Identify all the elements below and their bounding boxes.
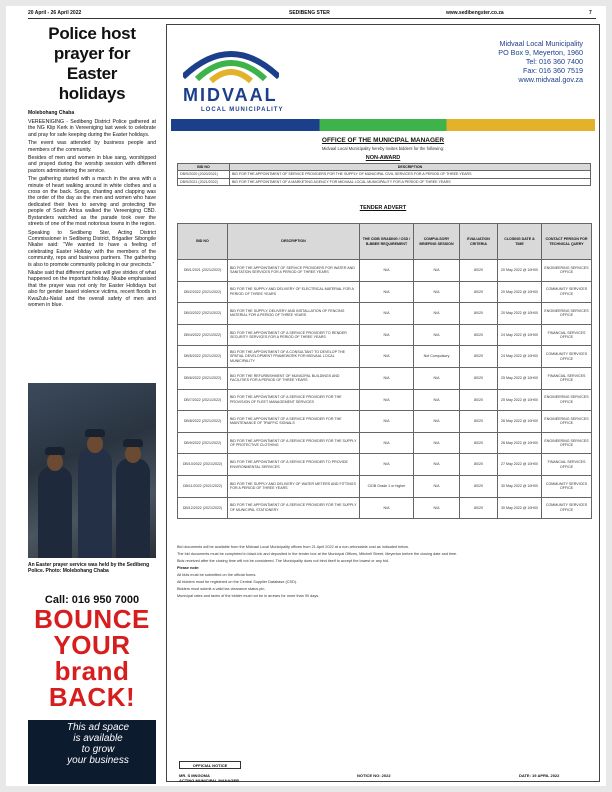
header-site: www.sedibengster.co.za (446, 10, 504, 16)
column-header: CONTACT PERSON FOR TECHNICAL QUERY (542, 224, 592, 260)
table-cell: N/A (414, 389, 460, 411)
column-header: BID NO (178, 224, 228, 260)
table-cell: DB/S/2021 (2021/2022) (178, 178, 230, 185)
table-header-row (178, 224, 592, 260)
table-cell: Not Compulsory (414, 346, 460, 368)
table-row (178, 475, 592, 497)
photo-cap (85, 429, 105, 437)
table-cell: 26 May 2022 @ 10H00 (498, 411, 542, 433)
article-body (28, 119, 156, 308)
table-cell: BID FOR THE SUPPLY, DELIVERY AND INSTALLATION OF FENCING MATERIAL FOR A PERIOD OF THREE YEARS (228, 303, 360, 325)
table-row (178, 367, 592, 389)
notice-footer-text (177, 545, 591, 601)
table-cell: BID FOR THE APPOINTMENT OF A MARKETING AGENCY FOR MIDVAAL LOCAL MUNICIPALITY FOR A PERIOD OF THREE YEARS (230, 178, 591, 185)
table-cell: ENGINEERING SERVICES OFFICE (542, 303, 592, 325)
notice-paragraph: Bids received after the closing time will not be considered. The Municipality does not bind itself to accept the lowest or any bid. (177, 559, 390, 563)
article-photo (28, 383, 156, 558)
photo-figure (38, 466, 72, 558)
ad-slogan-line: YOUR (53, 630, 131, 660)
table-cell: 80/20 (460, 281, 498, 303)
table-cell: BID FOR THE APPOINTMENT OF A SERVICE PROVIDER FOR THE SUPPLY OF PROTECTIVE CLOTHING (228, 432, 360, 454)
article (28, 24, 156, 310)
table-cell: N/A (414, 260, 460, 282)
table-cell: COMMUNITY SERVICES OFFICE (542, 497, 592, 519)
table-cell: BID FOR THE APPOINTMENT OF A SERVICE PROVIDER TO RENDER SECURITY SERVICES FOR A PERIOD OF THREE YEARS (228, 324, 360, 346)
article-paragraph: The gathering started with a march in the area with a minute of heart walking around in white clothes and a cross on the back. Songs, chanting and clapping was the order of the day as the men and women who have dedicated their lives to serving and protecting the people of South Africa walked the Vereeniging CBD. Bystanders watched as the parade took over the streets of one of the most notorious towns in the region. (28, 176, 156, 228)
municipality-masthead (171, 29, 595, 131)
table-cell: DB/11/2022 (2021/2022) (178, 475, 228, 497)
table-cell: 30 May 2022 @ 10H00 (498, 475, 542, 497)
ad-space-line: your business (67, 755, 129, 766)
ad-slogan-line: brand (54, 656, 130, 686)
table-row (178, 281, 592, 303)
headline-line: Easter (66, 64, 118, 83)
table-cell: N/A (414, 324, 460, 346)
article-paragraph: VEREENIGING - Sedibeng District Police gathered at the NG Klip Kerk in Vereeniging last week to celebrate and pray for safe keeping during the Easter holidays. (28, 119, 156, 138)
photo-face (125, 445, 141, 463)
table-cell: N/A (360, 324, 414, 346)
table-cell: N/A (414, 497, 460, 519)
table-cell: N/A (360, 260, 414, 282)
signatory-name: MR. S MNGOMA (179, 773, 210, 778)
column-header: COMPULSORY BRIEFING SESSION (414, 224, 460, 260)
office-note: Midvaal Local Municipality hereby invites bidders for the following: (321, 146, 445, 151)
photo-figure (116, 458, 150, 558)
table-cell: BID FOR THE REFURBISHMENT OF MUNICIPAL BUILDINGS AND FACILITIES FOR A PERIOD OF THREE YEARS (228, 367, 360, 389)
address-line: www.midvaal.gov.za (518, 75, 583, 84)
table-cell: FINANCIAL SERVICES OFFICE (542, 367, 592, 389)
table-row (178, 178, 591, 185)
photo-face (87, 435, 103, 453)
article-paragraph: Besides of men and women in blue sang, worshipped and prayed during the worship session with different pastors administering the service. (28, 155, 156, 174)
brand-color-band (171, 119, 595, 131)
table-cell: BID FOR THE APPOINTMENT OF SERVICE PROVIDERS FOR THE SUPPLY OF MUNICIPAL CIVIL SERVICES FOR A PERIOD OF THREE YEARS (230, 171, 591, 178)
table-row (178, 171, 591, 178)
table-cell: 80/20 (460, 411, 498, 433)
table-cell: DB/4/2022 (2021/2022) (178, 324, 228, 346)
table-cell: 80/20 (460, 389, 498, 411)
table-cell: N/A (360, 411, 414, 433)
table-cell: N/A (414, 432, 460, 454)
column-header: CLOSING DATE & TIME (498, 224, 542, 260)
article-paragraph: The event was attended by business people and members of the community. (28, 140, 156, 153)
table-cell: 30 May 2022 @ 10H00 (498, 497, 542, 519)
table-cell: N/A (414, 475, 460, 497)
notice-date: DATE: 19 APRIL 2022 (519, 773, 560, 778)
article-headline (28, 24, 156, 104)
non-award-table (177, 163, 591, 186)
note-item: All bidders must be registered on the Central Supplier Database (CSD). (177, 580, 298, 584)
ad-slogan-line: BACK! (48, 682, 136, 712)
table-cell: 80/20 (460, 497, 498, 519)
table-row (178, 303, 592, 325)
table-cell: 26 May 2022 @ 10H00 (498, 432, 542, 454)
address-line: Fax: 016 360 7519 (523, 66, 583, 75)
table-cell: 80/20 (460, 324, 498, 346)
table-cell: BID FOR THE APPOINTMENT OF SERVICE PROVIDERS FOR WATER AND SANITATION SERVICES FOR A PERIOD OF THREE YEARS (228, 260, 360, 282)
table-row (178, 260, 592, 282)
photo-face (47, 453, 63, 471)
table-cell: COMMUNITY SERVICES OFFICE (542, 475, 592, 497)
table-cell: BID FOR THE APPOINTMENT OF A SERVICE PROVIDER TO PROVIDE ENVIRONMENTAL SERVICES (228, 454, 360, 476)
table-cell: N/A (360, 454, 414, 476)
note-item: All bids must be submitted on the official forms. (177, 573, 257, 577)
headline-line: holidays (58, 84, 126, 103)
table-cell: BID FOR THE APPOINTMENT OF A CONSULTANT TO DEVELOP THE SPATIAL DEVELOPMENT FRAMEWORK FOR MIDVAAL LOCAL MUNICIPALITY (228, 346, 360, 368)
table-cell: CIDB Grade 1 or higher (360, 475, 414, 497)
newspaper-page (6, 6, 606, 786)
table-cell: DB/6/2022 (2021/2022) (178, 367, 228, 389)
table-row (178, 454, 592, 476)
official-notice-stamp: OFFICIAL NOTICE (179, 761, 241, 769)
header-page-number: 7 (589, 10, 592, 16)
table-cell: N/A (360, 281, 414, 303)
notice-paragraph: Bid documents will be available from the Midvaal Local Municipality offices from 21 April 2022 at a non-refundable cost as indicated below. (177, 545, 409, 549)
table-cell: N/A (414, 367, 460, 389)
table-row (178, 411, 592, 433)
table-cell: FINANCIAL SERVICES OFFICE (542, 454, 592, 476)
table-cell: COMMUNITY SERVICES OFFICE (542, 281, 592, 303)
table-cell: DB/9/2022 (2021/2022) (178, 432, 228, 454)
header-rule (28, 18, 596, 19)
table-header-row (178, 164, 591, 171)
table-cell: N/A (414, 454, 460, 476)
header-paper: SEDIBENG STER (289, 10, 330, 16)
table-cell: 27 May 2022 @ 10H00 (498, 454, 542, 476)
table-cell: BID FOR THE APPOINTMENT OF A SERVICE PROVIDER FOR THE SUPPLY OF MUNICIPAL STATIONERY (228, 497, 360, 519)
table-cell: N/A (414, 411, 460, 433)
table-cell: 24 May 2022 @ 10H00 (498, 346, 542, 368)
article-paragraph: Speaking to Sedibeng Ster, Acting District Commissioner in Sedibeng District, Brigadier Sibongile Nkabe said: "We wanted to have a feeling of celebrating Easter Holiday with the members of the community, reps and business partners. The gathering is also to promote community policing in our precincts." (28, 229, 156, 268)
table-cell: BID FOR THE SUPPLY AND DELIVERY OF WATER METERS AND FITTINGS FOR A PERIOD OF THREE YEARS (228, 475, 360, 497)
table-row (178, 324, 592, 346)
table-cell: 80/20 (460, 454, 498, 476)
table-cell: DB/S/2020 (2020/2021) (178, 171, 230, 178)
article-paragraph: Nkabe said that different parties will give strides of what happened on the important holiday. Nkabe emphasised that the prayer was not only for Easter Holidays but also for gender based violence victims, recent floods in KwaZulu-Natal and the overall safety of men and women in blue. (28, 269, 156, 308)
ad-slogan-line: BOUNCE (34, 604, 150, 634)
tender-table (177, 223, 592, 519)
notice-paragraph: The bid documents must be completed in black ink and deposited in the tender box at the Municipal Offices, Mitchell Street, Meyerton before the closing date and time. (177, 552, 458, 556)
table-cell: 80/20 (460, 346, 498, 368)
logo-subtitle: LOCAL MUNICIPALITY (201, 107, 284, 113)
table-cell: ENGINEERING SERVICES OFFICE (542, 411, 592, 433)
table-cell: N/A (360, 432, 414, 454)
column-header: DESCRIPTION (228, 224, 360, 260)
advert (28, 594, 156, 784)
table-cell: N/A (360, 367, 414, 389)
table-cell: 20 May 2022 @ 10H00 (498, 303, 542, 325)
note-item: Municipal rates and taxes of the bidder must not be in arrears for more than 90 days. (177, 594, 320, 598)
table-cell: DB/5/2022 (2021/2022) (178, 346, 228, 368)
table-cell: N/A (414, 281, 460, 303)
headline-line: prayer for (53, 44, 131, 63)
table-cell: N/A (360, 346, 414, 368)
photo-caption: An Easter prayer service was held by the Sedibeng Police. Photo: Molebohang Chaba (28, 562, 150, 574)
table-cell: 20 May 2022 @ 10H00 (498, 260, 542, 282)
address-line: PO Box 9, Meyerton, 1960 (498, 48, 583, 57)
table-row (178, 346, 592, 368)
table-cell: N/A (360, 303, 414, 325)
signatory (179, 773, 239, 783)
table-row (178, 497, 592, 519)
address-line: Midvaal Local Municipality (499, 39, 583, 48)
table-cell: DB/3/2022 (2021/2022) (178, 303, 228, 325)
headline-line: Police host (48, 24, 136, 43)
table-cell: 80/20 (460, 303, 498, 325)
notice-number: NOTICE NO: 2022 (357, 773, 391, 778)
table-cell: BID FOR THE APPOINTMENT OF A SERVICE PROVIDER FOR THE MAINTENANCE OF TRAFFIC SIGNALS (228, 411, 360, 433)
table-cell: DB/8/2022 (2021/2022) (178, 411, 228, 433)
table-cell: COMMUNITY SERVICES OFFICE (542, 346, 592, 368)
municipality-emblem-icon (183, 37, 279, 85)
column-header: DESCRIPTION (230, 164, 591, 171)
ad-space-text (66, 722, 130, 766)
logo-wordmark: MIDVAAL (183, 85, 278, 105)
non-award-label: NON-AWARD (365, 155, 401, 161)
table-cell: DB/7/2022 (2021/2022) (178, 389, 228, 411)
page-header (6, 6, 606, 20)
table-cell: DB/10/2022 (2021/2022) (178, 454, 228, 476)
header-date: 20 April - 26 April 2022 (28, 10, 82, 16)
note-item: Bidders must submit a valid tax clearance status pin. (177, 587, 266, 591)
table-row (178, 432, 592, 454)
table-cell: FINANCIAL SERVICES OFFICE (542, 324, 592, 346)
address-line: Tel: 016 360 7400 (525, 57, 583, 66)
ad-slogan (28, 606, 156, 710)
table-cell: 80/20 (460, 432, 498, 454)
table-cell: 25 May 2022 @ 10H00 (498, 367, 542, 389)
table-cell: ENGINEERING SERVICES OFFICE (542, 260, 592, 282)
article-byline: Molebohang Chaba (28, 110, 75, 116)
ad-space-line: This ad space (66, 722, 130, 733)
column-header: EVALUATION CRITERIA (460, 224, 498, 260)
please-note-heading: Please note: (177, 566, 200, 570)
table-cell: 25 May 2022 @ 10H00 (498, 389, 542, 411)
table-cell: 80/20 (460, 367, 498, 389)
municipal-notice (166, 24, 600, 782)
table-cell: DB/2/2022 (2021/2022) (178, 281, 228, 303)
ad-space-line: to grow (81, 744, 115, 755)
column-header: THE CIDB GRADING / CSD / B-BBEE REQUIREMENT (360, 224, 414, 260)
table-cell: DB/1/2021 (2021/2022) (178, 260, 228, 282)
column-header: BID NO (178, 164, 230, 171)
table-cell: ENGINEERING SERVICES OFFICE (542, 432, 592, 454)
office-title: OFFICE OF THE MUNICIPAL MANAGER (321, 137, 445, 144)
table-cell: 20 May 2022 @ 10H00 (498, 281, 542, 303)
tender-advert-label: TENDER ADVERT (359, 205, 407, 211)
table-cell: BID FOR THE APPOINTMENT OF A SERVICE PROVIDER FOR THE PROVISION OF FLEET MANAGEMENT SERVICES (228, 389, 360, 411)
signatory-title: ACTING MUNICIPAL MANAGER (179, 778, 240, 783)
table-cell: N/A (360, 497, 414, 519)
table-cell: N/A (414, 303, 460, 325)
ad-space-line: is available (73, 733, 123, 744)
ad-phone: Call: 016 950 7000 (44, 594, 140, 606)
table-cell: 24 May 2022 @ 10H00 (498, 324, 542, 346)
table-cell: ENGINEERING SERVICES OFFICE (542, 389, 592, 411)
table-cell: BID FOR THE SUPPLY AND DELIVERY OF ELECTRICAL MATERIAL FOR A PERIOD OF THREE YEARS (228, 281, 360, 303)
municipality-address (498, 39, 583, 84)
table-cell: N/A (360, 389, 414, 411)
photo-figure (78, 448, 112, 558)
photo-cap (123, 439, 143, 447)
table-cell: 80/20 (460, 260, 498, 282)
table-row (178, 389, 592, 411)
table-cell: 80/20 (460, 475, 498, 497)
table-cell: DB/12/2022 (2021/2022) (178, 497, 228, 519)
photo-cap (45, 447, 65, 455)
